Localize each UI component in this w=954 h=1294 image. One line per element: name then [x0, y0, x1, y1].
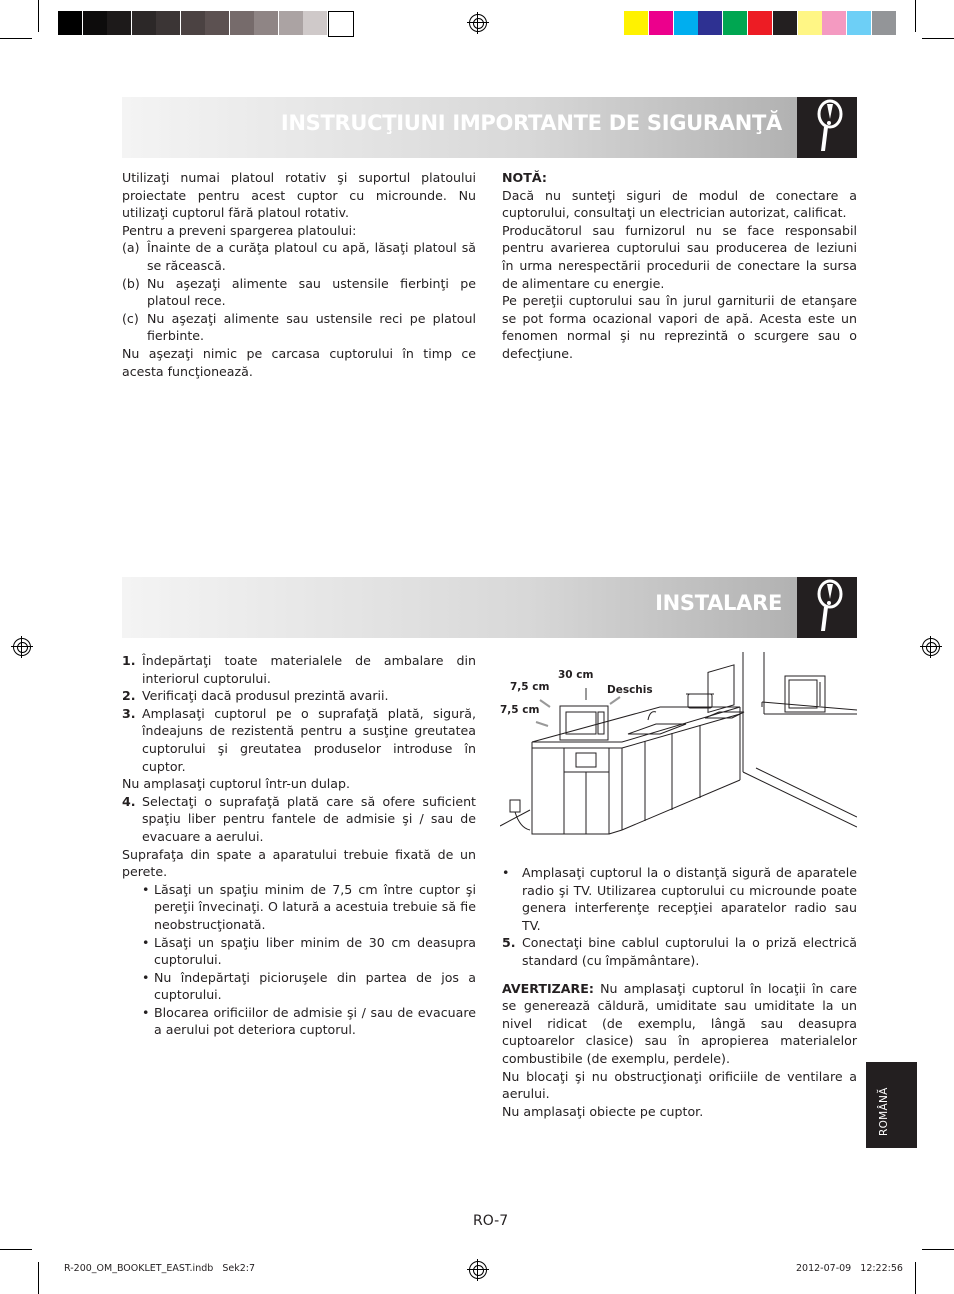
paragraph: Dacă nu sunteţi siguri de modul de conectare a cuptorului, consultaţi un electrician autorizat, calificat. [502, 187, 857, 221]
process-swatch [624, 11, 648, 35]
footer-file: R-200_OM_BOOKLET_EAST.indb Sek2:7 [64, 1263, 256, 1274]
grayscale-swatch [58, 11, 82, 35]
bullet-item: • Lăsaţi un spaţiu liber minim de 30 cm deasupra cuptorului. [142, 934, 476, 968]
process-swatch [798, 11, 822, 35]
crop-mark [0, 38, 32, 39]
step-item: 1. Îndepărtaţi toate materialele de ambalare din interiorul cuptorului. [122, 653, 476, 686]
step-note: Nu amplasaţi cuptorul într-un dulap. [122, 776, 351, 792]
diagram-label-side: 7,5 cm [510, 681, 550, 693]
crop-mark [915, 1262, 916, 1294]
process-swatch [723, 11, 747, 35]
bullet-item: • Amplasaţi cuptorul la o distanţă sigură de aparatele radio şi TV. Utilizarea cuptorului cu microunde poate genera interferenţe recepţiei aparatelor radio sau TV. [502, 865, 857, 933]
language-label: ROMÂNĂ [878, 1087, 890, 1136]
bullet-item: • Blocarea orificiilor de admisie şi / sau de evacuare a aerului pot deteriora cuptorul. [142, 1004, 476, 1038]
step-note: Suprafaţa din spate a aparatului trebuie fixată de un perete. [122, 846, 476, 880]
installation-banner [122, 577, 857, 638]
section-title: INSTALARE [655, 591, 782, 615]
footer-timestamp: 2012-07-09 12:22:56 [796, 1263, 903, 1274]
list-item: (b) Nu aşezaţi alimente sau ustensile fierbinţi pe platoul rece. [122, 275, 476, 309]
registration-mark-icon [922, 638, 940, 656]
process-swatch [872, 11, 896, 35]
grayscale-swatch [132, 11, 156, 35]
warning-paragraph: AVERTIZARE: Nu amplasaţi cuptorul în locaţii în care se generează căldură, umiditate sau umiditate la un nivel ridicat (de exemplu, lângă sau deasupra cuptoarelor clasice) sau în apropierea materialelor combustibile (de exemplu, perdele). [502, 980, 857, 1066]
grayscale-swatch [230, 11, 254, 35]
grayscale-swatch [181, 11, 205, 35]
crop-mark [922, 1249, 954, 1250]
step-item: 3. Amplasaţi cuptorul pe o suprafaţă plată, sigură, îndeajuns de rezistentă pentru a susţine greutatea cuptorului şi greutatea produselor introduse în cuptor. [122, 705, 476, 774]
process-swatch [698, 11, 722, 35]
process-swatch [674, 11, 698, 35]
diagram-label-top: 30 cm [558, 669, 594, 681]
crop-mark [922, 38, 954, 39]
page-number: RO-7 [473, 1213, 509, 1229]
grayscale-swatch [303, 11, 327, 35]
registration-mark-icon [469, 1261, 487, 1279]
step-item: 5. Conectaţi bine cablul cuptorului la o priză electrică standard (cu împământare). [502, 935, 857, 968]
section-title: INSTRUCŢIUNI IMPORTANTE DE SIGURANŢĂ [280, 111, 782, 135]
process-swatch [748, 11, 772, 35]
paragraph: Nu blocaţi şi nu obstrucţionaţi orificiile de ventilare a aerului. [502, 1068, 857, 1102]
paragraph: Pe pereţii cuptorului sau în jurul garniturii de etanşare se pot forma ocazional vapori de apă. Acesta este un fenomen normal şi nu reprezintă o scurgere sau o defecţiune. [502, 293, 857, 361]
grayscale-swatch [279, 11, 303, 35]
process-swatch [847, 11, 871, 35]
exclamation-magnifier-icon [797, 577, 857, 638]
step-item: 2. Verificaţi dacă produsul prezintă avarii. [122, 688, 389, 704]
paragraph: Pentru a preveni spargerea platoului: [122, 222, 357, 238]
bullet-item: • Lăsaţi un spaţiu minim de 7,5 cm între cuptor şi pereţii învecinaţi. O latură a acestuia trebuie să fie neobstrucţionată. [142, 881, 476, 932]
registration-mark-icon [469, 14, 487, 32]
crop-mark [0, 1249, 32, 1250]
grayscale-swatch [83, 11, 107, 35]
installation-right-column [502, 864, 857, 1120]
process-swatch [822, 11, 846, 35]
grayscale-swatch [156, 11, 180, 35]
crop-mark [915, 0, 916, 32]
list-item: (c) Nu aşezaţi alimente sau ustensile reci pe platoul fierbinte. [122, 310, 476, 344]
safety-right-column [502, 169, 857, 363]
grayscale-swatch [205, 11, 229, 35]
list-item: (a) Înainte de a curăţa platoul cu apă, lăsaţi platoul să se răcească. [122, 240, 476, 273]
language-side-tab [866, 1062, 917, 1148]
crop-mark [38, 1262, 39, 1294]
diagram-label-open: Deschis [607, 684, 653, 696]
grayscale-swatch [254, 11, 278, 35]
process-swatch [649, 11, 673, 35]
kitchen-installation-diagram [500, 652, 857, 852]
paragraph: Nu aşezaţi nimic pe carcasa cuptorului în timp ce acesta funcţionează. [122, 345, 476, 379]
registration-mark-icon [13, 638, 31, 656]
safety-left-column [122, 169, 476, 380]
exclamation-magnifier-icon [797, 97, 857, 158]
bullet-item: • Nu îndepărtaţi picioruşele din partea de jos a cuptorului. [142, 969, 476, 1003]
paragraph: Producătorul sau furnizorul nu se face responsabil pentru avarierea cuptorului sau producerea de leziuni în urma nerespectării procedurii de conectare la sursa de alimentare cu energie. [502, 222, 857, 291]
warning-label: AVERTIZARE: [502, 980, 594, 996]
step-item: 4. Selectaţi o suprafaţă plată care să ofere suficient spaţiu liber pentru fantele de admisie şi / sau de evacuare a aerului. [122, 793, 476, 844]
paragraph: Nu amplasaţi obiecte pe cuptor. [502, 1103, 704, 1119]
grayscale-swatch [107, 11, 131, 35]
note-label: NOTĂ: [502, 170, 547, 185]
safety-banner [122, 97, 857, 158]
diagram-label-side: 7,5 cm [500, 704, 540, 716]
crop-mark [38, 0, 39, 32]
grayscale-swatch [328, 11, 354, 37]
process-swatch [773, 11, 797, 35]
installation-left-column [122, 652, 476, 1039]
paragraph: Utilizaţi numai platoul rotativ şi suportul platoului proiectate pentru acest cuptor cu microunde. Nu utilizaţi cuptorul fără platoul rotativ. [122, 170, 476, 221]
